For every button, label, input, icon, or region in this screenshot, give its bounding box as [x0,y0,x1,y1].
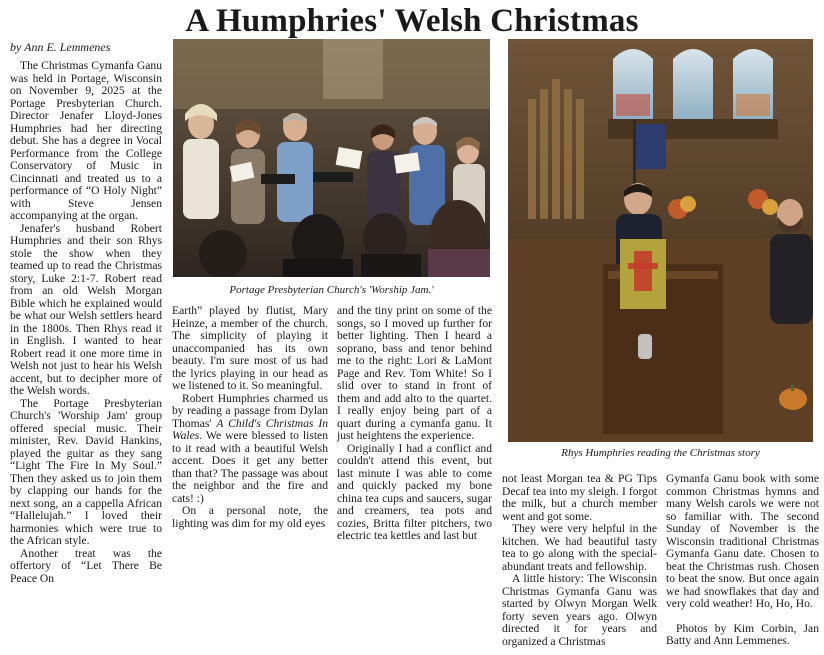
paragraph-text: Robert Humphries charmed us by reading a passage from Dylan Thomas' [172,391,328,430]
worship-jam-photo [173,39,490,277]
paragraph: Another treat was the offertory of “Let There Be Peace On [10,546,162,585]
photo-caption: Portage Presbyterian Church's 'Worship Jam.' [229,284,434,296]
paragraph: Originally I had a conflict and couldn't attend this event, but last minute I was able to come and quickly packed my bone china tea cups and saucers, sugar and creamers, tea pots and cozies, Britta filter pitchers, two electric tea kettles and last but [337,441,492,542]
photo-caption: Rhys Humphries reading the Christmas story [561,447,760,459]
paragraph: not least Morgan tea & PG Tips Decaf tea into my sleigh. I forgot the milk, but a church member went and got some. [502,472,657,523]
paragraph: and the tiny print on some of the songs, so I moved up further for better lighting. Then I heard a soprano, bass and tenor behind me to the right: Lori & LaMont Page and Rev. Tom White! So I slid over to stand in front of them and add alto to the quartet. I really enjoy being part of a quart during a cymanfa ganu. It just heightens the experience. [337,304,492,442]
paragraph [172,393,328,506]
headline: A Humphries' Welsh Christmas [185,3,639,39]
paragraph: Jenafer's husband Robert Humphries and their son Rhys stole the show when they teamed up to read the Christmas story, Luke 2:1-7. Robert read from an old Welsh Morgan Bible which he explained would be what our Welsh settlers heard in the 1800s. Then Rhys read it in English. I wanted to hear Robert read it one more time in Welsh not just to hear his Welsh accent, but to decipher more of the Welsh words. [10,221,162,397]
christmas-story-photo [508,39,813,442]
paragraph: Earth” played by flutist, Mary Heinze, a member of the church. The simplicity of playing it unaccompanied has its own beauty. I'm sure most of us had the lyrics playing in our head as we listened to it. So meaningful. [172,304,328,392]
paragraph: A little history: The Wisconsin Christmas Gymanfa Ganu was started by Olwyn Morgan Welk forty seven years ago. Olwyn directed it for years and organized a Christmas [502,572,657,648]
article-column-3 [337,305,492,543]
byline: by Ann E. Lemmenes [10,40,111,54]
paragraph: The Christmas Cymanfa Ganu was held in Portage, Wisconsin on November 9, 2025 at the Portage Presbyterian Church. Director Jenafer Lloyd-Jones Humphries had her directing debut. She has a degree in Vocal Performance from the College Conservatory of Music in Cincinnati and treated us to a performance of “O Holy Night” with Steve Jensen accompanying at the organ. [10,59,162,222]
article-column-5 [666,473,819,648]
paragraph: Photos by Kim Corbin, Jan Batty and Ann Lemmenes. [666,621,819,647]
paragraph: The Portage Presbyterian Church's 'Worship Jam' group offered special music. Their minister, Rev. David Hankins, played the guitar as they sang “Light The Fire In My Soul.” Then they asked us to join them by clapping our hands for the next song, an a cappella African “Hallelujah.” I loved their harmonies which were true to the African style. [10,396,162,547]
paragraph: On a personal note, the lighting was dim for my old eyes [172,504,328,530]
article-column-1 [10,60,162,585]
article-column-2 [172,305,328,530]
book-title: A Child's Christmas In Wales [172,416,328,442]
paragraph: Gymanfa Ganu book with some common Christmas hymns and many Welsh carols we were not so familiar with. The second Sunday of November is the Wisconsin traditional Christmas Gymanfa Ganu date. Chosen to beat the Christmas rush. Chosen to beat the snow. But once again we had snowflakes that day and very cold weather! Ho, Ho, Ho. [666,472,819,610]
article-column-4 [502,473,657,648]
paragraph-text: . We were blessed to listen to it read with a beautiful Welsh accent. Does it get any better than that? The passage was about the neighbor and the fire and cats! :) [172,429,328,505]
paragraph: They were very helpful in the kitchen. We had beautiful tasty tea to go along with the special-abundant treats and fellowship. [502,522,657,573]
